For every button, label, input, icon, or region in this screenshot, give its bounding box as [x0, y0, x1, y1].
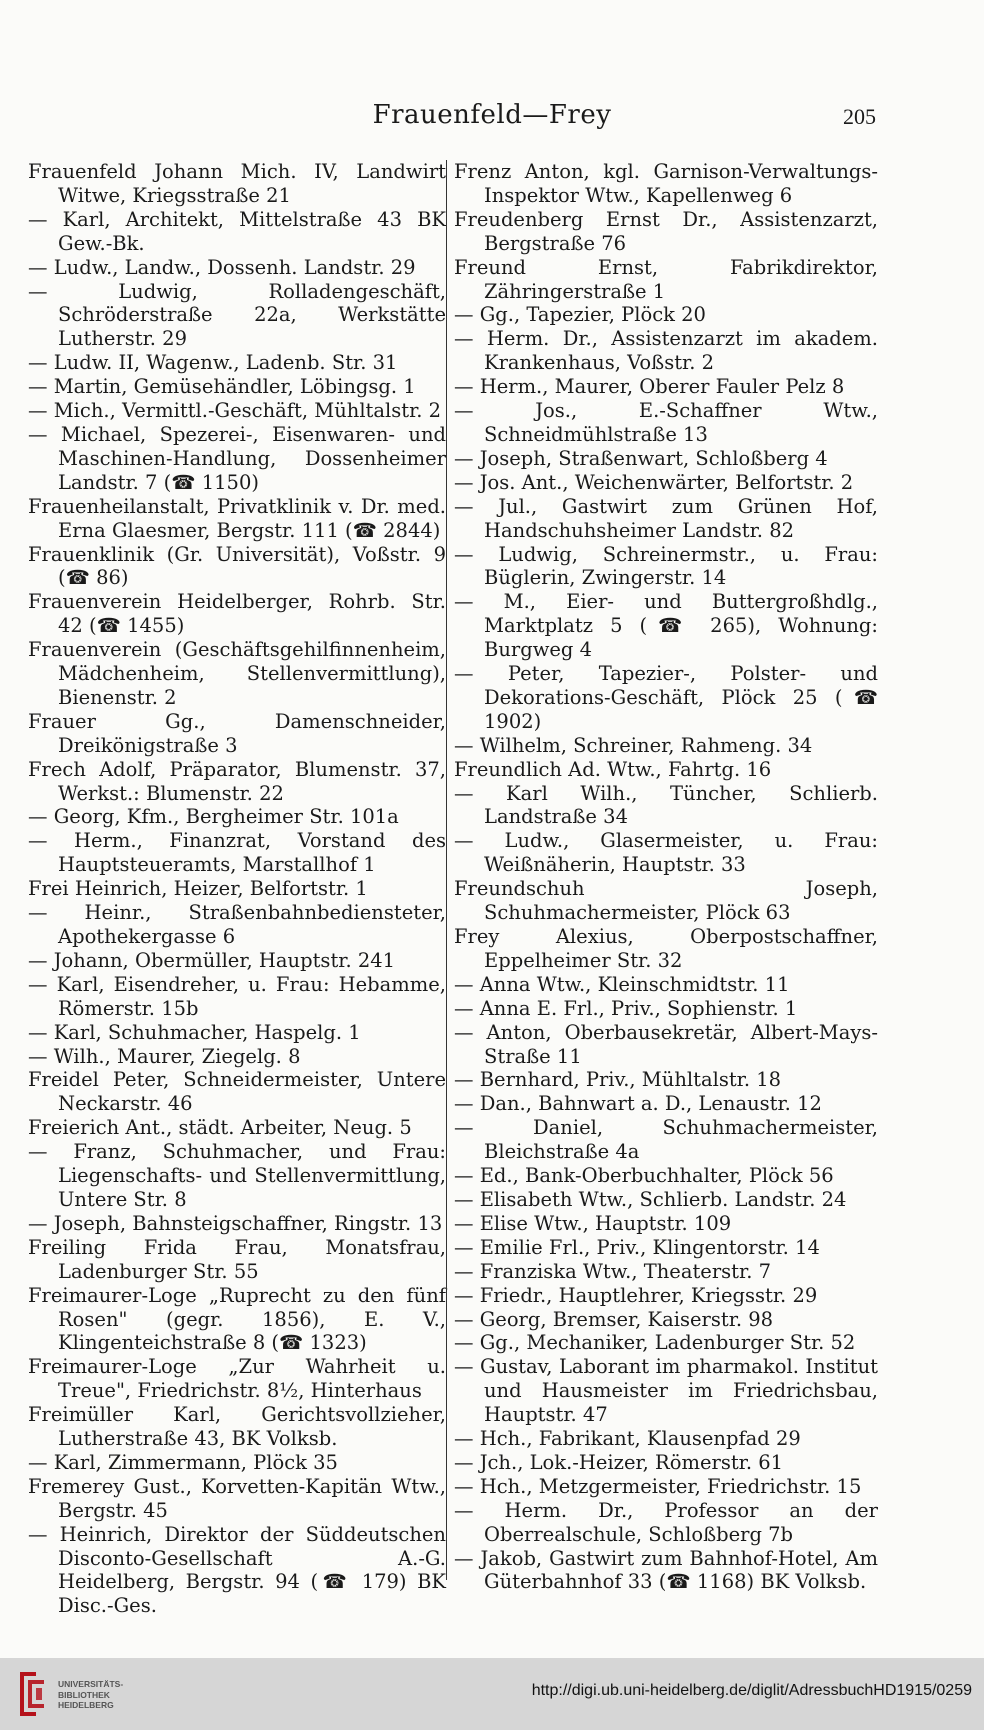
directory-entry: — Mich., Vermittl.-Geschäft, Mühltalstr. 2: [28, 399, 442, 423]
directory-entry: — Emilie Frl., Priv., Klingentorstr. 14: [454, 1235, 820, 1259]
directory-entry: Frauenfeld Johann Mich. IV, Landwirt Witwe, Kriegsstraße 21: [28, 160, 446, 207]
directory-entry: — Herm. Dr., Assistenzarzt im akadem. Krankenhaus, Voßstr. 2: [454, 327, 878, 375]
directory-entry: — Bernhard, Priv., Mühltalstr. 18: [454, 1068, 782, 1092]
directory-entry: Frauenheilanstalt, Privatklinik v. Dr. med. Erna Glaesmer, Bergstr. 111 (☎ 2844): [28, 494, 446, 542]
directory-entry: — Karl, Architekt, Mittelstraße 43 BK Gew.-Bk.: [28, 207, 446, 255]
directory-entry: — Martin, Gemüsehändler, Löbingsg. 1: [28, 375, 416, 399]
directory-entry: — Hch., Fabrikant, Klausenpfad 29: [454, 1427, 801, 1451]
directory-entry: Frauer Gg., Damenschneider, Dreikönigstraße 3: [28, 709, 446, 757]
directory-entry: Freudenberg Ernst Dr., Assistenzarzt, Bergstraße 76: [454, 207, 878, 255]
column-divider: [446, 160, 447, 1580]
directory-entry: — Wilhelm, Schreiner, Rahmeng. 34: [454, 733, 813, 757]
directory-entry: — Karl Wilh., Tüncher, Schlierb. Landstraße 34: [454, 781, 878, 829]
directory-entry: — Karl, Schuhmacher, Haspelg. 1: [28, 1020, 361, 1044]
directory-entry: — Herm., Finanzrat, Vorstand des Hauptsteueramts, Marstallhof 1: [28, 829, 446, 877]
directory-entry: Frauenklinik (Gr. Universität), Voßstr. 9 (☎ 86): [28, 542, 446, 590]
directory-entry: Freimüller Karl, Gerichtsvollzieher, Lutherstraße 43, BK Volksb.: [28, 1403, 446, 1451]
directory-entry: Frauenverein Heidelberger, Rohrb. Str. 42 (☎ 1455): [28, 590, 446, 638]
directory-entry: Freimaurer-Loge „Ruprecht zu den fünf Rosen" (gegr. 1856), E. V., Klingenteichstraße 8 (☎ 1323): [28, 1283, 446, 1355]
directory-entry: Freundlich Ad. Wtw., Fahrtg. 16: [454, 757, 772, 781]
directory-entry: — Georg, Kfm., Bergheimer Str. 101a: [28, 805, 399, 829]
directory-entry: — Elise Wtw., Hauptstr. 109: [454, 1211, 732, 1235]
university-library-logo-icon: [14, 1668, 50, 1720]
directory-entry: Fremerey Gust., Korvetten-Kapitän Wtw., Bergstr. 45: [28, 1474, 446, 1522]
directory-entry: — Jch., Lok.-Heizer, Römerstr. 61: [454, 1450, 784, 1474]
directory-entry: Frauenverein (Geschäftsgehilfinnenheim, Mädchenheim, Stellenvermittlung), Bienenstr. 2: [28, 638, 446, 709]
directory-entry: Freimaurer-Loge „Zur Wahrheit u. Treue", Friedrichstr. 8½, Hinterhaus: [28, 1355, 446, 1403]
page-title: Frauenfeld—Frey: [372, 100, 612, 130]
directory-entry: — Ludw., Landw., Dossenh. Landstr. 29: [28, 255, 416, 279]
right-column: [454, 160, 878, 1594]
directory-entry: — Anna E. Frl., Priv., Sophienstr. 1: [454, 996, 798, 1020]
directory-entry: — Herm. Dr., Professor an der Oberrealschule, Schloßberg 7b: [454, 1498, 878, 1546]
directory-entry: — Ludw. II, Wagenw., Ladenb. Str. 31: [28, 351, 398, 375]
directory-entry: Freierich Ant., städt. Arbeiter, Neug. 5: [28, 1116, 412, 1140]
directory-entry: — Jakob, Gastwirt zum Bahnhof-Hotel, Am Güterbahnhof 33 (☎ 1168) BK Volksb.: [454, 1546, 878, 1594]
directory-entry: — Anna Wtw., Kleinschmidtstr. 11: [454, 972, 790, 996]
directory-entry: — Franz, Schuhmacher, und Frau: Liegenschafts- und Stellenvermittlung, Untere Str. 8: [28, 1140, 446, 1211]
directory-entry: — Ludw., Glasermeister, u. Frau: Weißnäherin, Hauptstr. 33: [454, 829, 878, 877]
directory-entry: Freidel Peter, Schneidermeister, Untere Neckarstr. 46: [28, 1068, 446, 1116]
directory-entry: — M., Eier- und Buttergroßhdlg., Marktplatz 5 (☎ 265), Wohnung: Burgweg 4: [454, 590, 878, 662]
library-name: UNIVERSITÄTS- BIBLIOTHEK HEIDELBERG: [58, 1679, 124, 1710]
directory-entry: — Elisabeth Wtw., Schlierb. Landstr. 24: [454, 1187, 847, 1211]
directory-entry: Frei Heinrich, Heizer, Belfortstr. 1: [28, 877, 368, 901]
directory-entry: — Johann, Obermüller, Hauptstr. 241: [28, 948, 396, 972]
directory-entry: — Dan., Bahnwart a. D., Lenaustr. 12: [454, 1092, 822, 1116]
directory-entry: — Anton, Oberbausekretär, Albert-Mays-Straße 11: [454, 1020, 878, 1068]
directory-entry: — Ludwig, Schreinermstr., u. Frau: Büglerin, Zwingerstr. 14: [454, 542, 878, 590]
directory-entry: Frech Adolf, Präparator, Blumenstr. 37, Werkst.: Blumenstr. 22: [28, 757, 446, 805]
directory-entry: — Joseph, Straßenwart, Schloßberg 4: [454, 446, 828, 470]
directory-entry: Freiling Frida Frau, Monatsfrau, Ladenburger Str. 55: [28, 1235, 446, 1283]
directory-entry: — Jos. Ant., Weichenwärter, Belfortstr. 2: [454, 470, 854, 494]
directory-entry: — Peter, Tapezier-, Polster- und Dekorations-Geschäft, Plöck 25 (☎ 1902): [454, 662, 878, 733]
directory-entry: — Gg., Mechaniker, Ladenburger Str. 52: [454, 1331, 856, 1355]
directory-entry: — Joseph, Bahnsteigschaffner, Ringstr. 13: [28, 1211, 443, 1235]
directory-entry: Frenz Anton, kgl. Garnison-Verwaltungs-Inspektor Wtw., Kapellenweg 6: [454, 160, 878, 207]
directory-entry: — Heinr., Straßenbahnbediensteter, Apothekergasse 6: [28, 901, 446, 948]
directory-entry: — Wilh., Maurer, Ziegelg. 8: [28, 1044, 301, 1068]
directory-entry: — Gg., Tapezier, Plöck 20: [454, 303, 706, 327]
directory-entry: — Ludwig, Rolladengeschäft, Schröderstraße 22a, Werkstätte Lutherstr. 29: [28, 279, 446, 351]
directory-entry: — Jos., E.-Schaffner Wtw., Schneidmühlstraße 13: [454, 399, 878, 446]
directory-entry: — Jul., Gastwirt zum Grünen Hof, Handschuhsheimer Landstr. 82: [454, 494, 878, 542]
directory-entry: — Hch., Metzgermeister, Friedrichstr. 15: [454, 1474, 862, 1498]
directory-entry: — Michael, Spezerei-, Eisenwaren- und Maschinen-Handlung, Dossenheimer Landstr. 7 (☎ 1150): [28, 422, 446, 494]
directory-entry: — Gustav, Laborant im pharmakol. Institut und Hausmeister im Friedrichsbau, Hauptstr. 47: [454, 1355, 878, 1427]
directory-entry: — Herm., Maurer, Oberer Fauler Pelz 8: [454, 375, 845, 399]
left-column: [28, 160, 446, 1618]
directory-entry: — Ed., Bank-Oberbuchhalter, Plöck 56: [454, 1164, 834, 1188]
directory-entry: — Georg, Bremser, Kaiserstr. 98: [454, 1307, 774, 1331]
directory-entry: Freundschuh Joseph, Schuhmachermeister, Plöck 63: [454, 877, 878, 925]
directory-entry: — Karl, Zimmermann, Plöck 35: [28, 1450, 338, 1474]
footer-bar: [0, 1658, 984, 1730]
directory-entry: — Franziska Wtw., Theaterstr. 7: [454, 1259, 771, 1283]
directory-entry: — Friedr., Hauptlehrer, Kriegsstr. 29: [454, 1283, 818, 1307]
page-number: 205: [843, 104, 876, 129]
directory-entry: — Heinrich, Direktor der Süddeutschen Disconto-Gesellschaft A.-G. Heidelberg, Bergstr. 94 (☎ 179) BK Disc.-Ges.: [28, 1522, 446, 1618]
directory-entry: — Daniel, Schuhmachermeister, Bleichstraße 4a: [454, 1116, 878, 1164]
directory-entry: Freund Ernst, Fabrikdirektor, Zähringerstraße 1: [454, 255, 878, 303]
source-url-link[interactable]: http://digi.ub.uni-heidelberg.de/diglit/AdressbuchHD1915/0259: [531, 1682, 972, 1699]
directory-entry: — Karl, Eisendreher, u. Frau: Hebamme, Römerstr. 15b: [28, 972, 446, 1020]
directory-entry: Frey Alexius, Oberpostschaffner, Eppelheimer Str. 32: [454, 925, 878, 972]
